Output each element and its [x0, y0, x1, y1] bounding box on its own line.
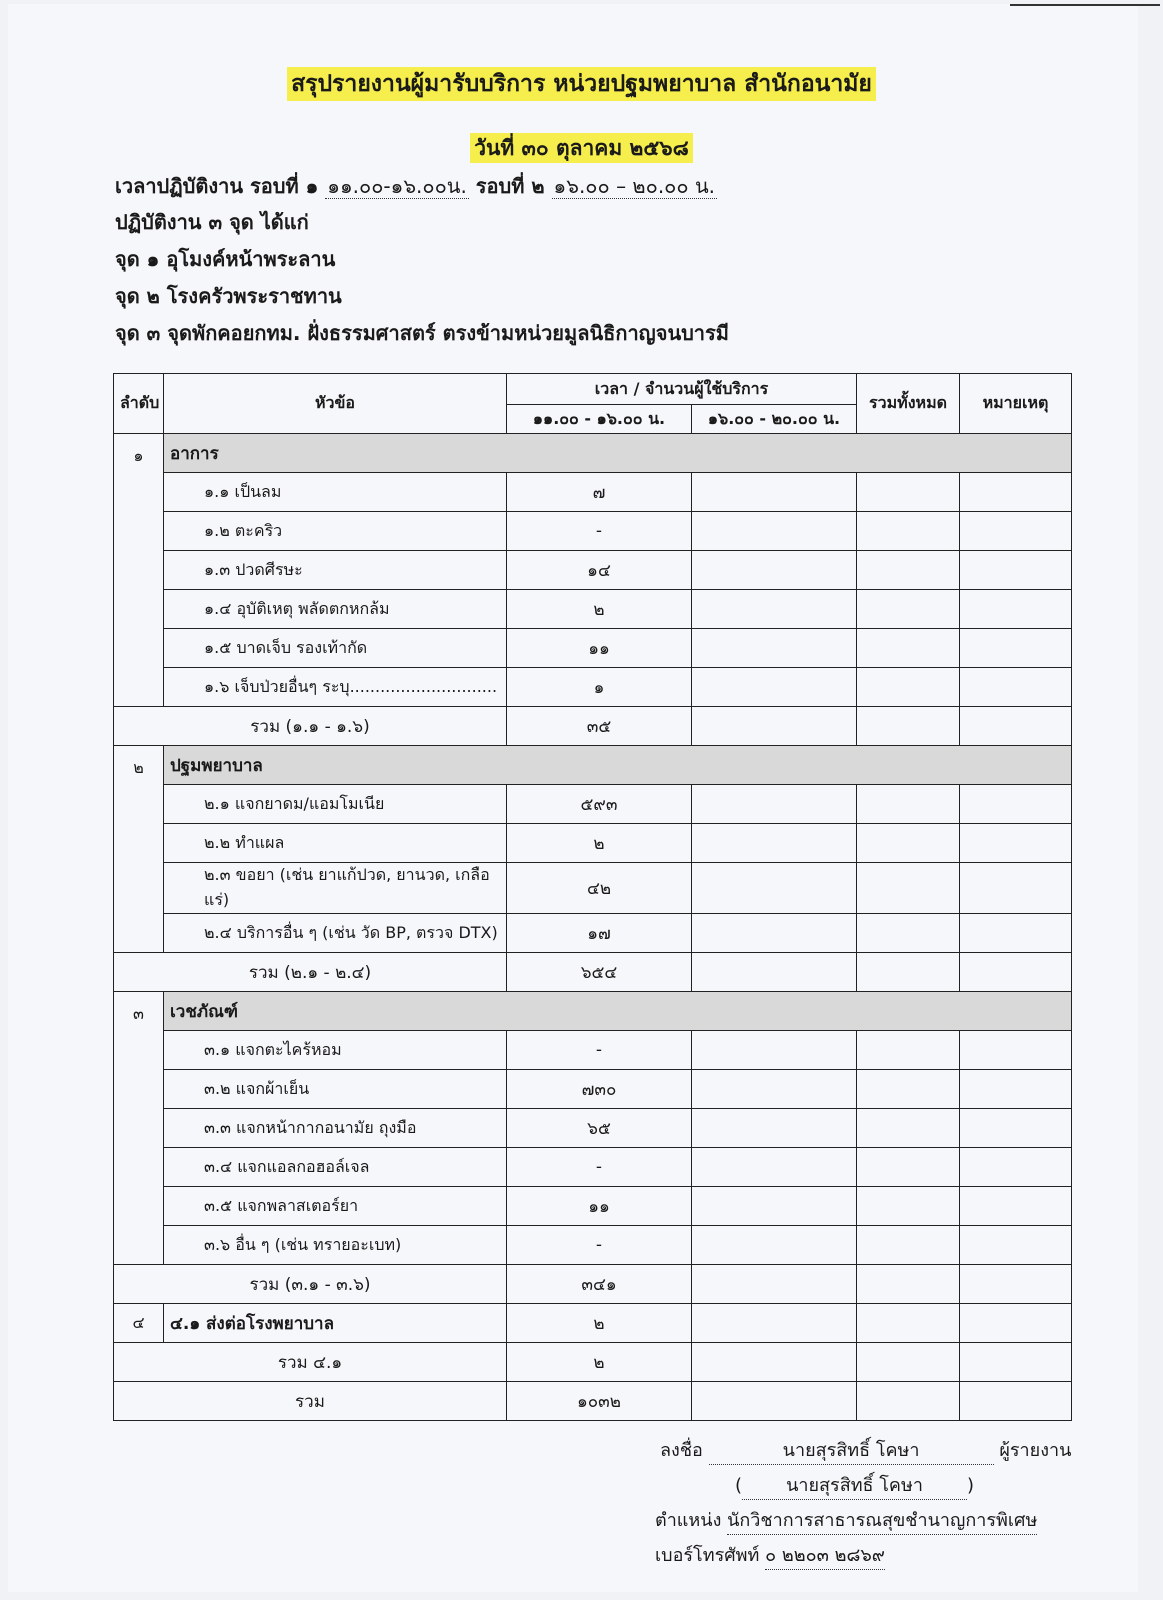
- subtotal-row: รวม (๒.๑ - ๒.๔) ๖๕๔: [114, 953, 1072, 992]
- table-row: ๓.๓ แจกหน้ากากอนามัย ถุงมือ ๖๕: [114, 1109, 1072, 1148]
- table-row: ๑.๒ ตะคริว -: [114, 512, 1072, 551]
- table-row: ๔ ๔.๑ ส่งต่อโรงพยาบาล ๒: [114, 1304, 1072, 1343]
- service-table: [113, 373, 1072, 1421]
- report-date: วันที่ ๓๐ ตุลาคม ๒๕๖๘: [0, 132, 1163, 165]
- table-row: ๒.๒ ทำแผล ๒: [114, 824, 1072, 863]
- table-row: ๑.๑ เป็นลม ๗: [114, 473, 1072, 512]
- header-slot-2: ๑๖.๐๐ - ๒๐.๐๐ น.: [692, 405, 857, 434]
- table-row: ๓.๖ อื่น ๆ (เช่น ทรายอะเบท) -: [114, 1226, 1072, 1265]
- point-1: จุด ๑ อุโมงค์หน้าพระลาน: [115, 247, 336, 271]
- table-row: ๓.๔ แจกแอลกอฮอล์เจล -: [114, 1148, 1072, 1187]
- section-title: ปฐมพยาบาล: [164, 746, 1072, 785]
- table-row: ๑.๓ ปวดศีรษะ ๑๔: [114, 551, 1072, 590]
- section-title: เวชภัณฑ์: [164, 992, 1072, 1031]
- table-row: ๒.๔ บริการอื่น ๆ (เช่น วัด BP, ตรวจ DTX) ๑๗: [114, 914, 1072, 953]
- table-row: ๒.๑ แจกยาดม/แอมโมเนีย ๕๙๓: [114, 785, 1072, 824]
- section-row: [114, 992, 1072, 1031]
- shift-line: เวลาปฏิบัติงาน รอบที่ ๑ ๑๑.๐๐-๑๖.๐๐น. รอบที่ ๒ ๑๖.๐๐ – ๒๐.๐๐ น.: [115, 174, 715, 198]
- signature-name: นายสุรสิทธิ์ โคษา: [709, 1435, 994, 1465]
- section-index: ๑: [114, 434, 164, 707]
- point-3: จุด ๓ จุดพักคอยกทม. ฝั่งธรรมศาสตร์ ตรงข้ามหน่วยมูลนิธิกาญจนบารมี: [115, 321, 729, 345]
- header-time: เวลา / จำนวนผู้ใช้บริการ: [507, 374, 857, 405]
- table-row: ๓.๑ แจกตะไคร้หอม -: [114, 1031, 1072, 1070]
- point-2: จุด ๒ โรงครัวพระราชทาน: [115, 284, 342, 308]
- header-total: รวมทั้งหมด: [857, 374, 960, 434]
- phone-line: เบอร์โทรศัพท์ ๐ ๒๒๐๓ ๒๘๖๙: [655, 1540, 885, 1570]
- header-topic: หัวข้อ: [164, 374, 507, 434]
- top-edge-line: [1010, 4, 1160, 6]
- section-index: ๒: [114, 746, 164, 953]
- section-index: ๓: [114, 992, 164, 1265]
- table-row: ๑.๕ บาดเจ็บ รองเท้ากัด ๑๑: [114, 629, 1072, 668]
- header-note: หมายเหตุ: [960, 374, 1072, 434]
- subtotal-row: รวม ๔.๑ ๒: [114, 1343, 1072, 1382]
- table-row: ๒.๓ ขอยา (เช่น ยาแก้ปวด, ยานวด, เกลือแร่) ๔๒: [114, 863, 1072, 914]
- section-row: [114, 746, 1072, 785]
- table-row: ๓.๒ แจกผ้าเย็น ๗๓๐: [114, 1070, 1072, 1109]
- header-order: ลำดับ: [114, 374, 164, 434]
- subtotal-row: รวม (๓.๑ - ๓.๖) ๓๔๑: [114, 1265, 1072, 1304]
- report-title: สรุปรายงานผู้มารับบริการ หน่วยปฐมพยาบาล สำนักอนามัย: [0, 66, 1163, 102]
- position-line: ตำแหน่ง นักวิชาการสาธารณสุขชำนาญการพิเศษ: [655, 1505, 1037, 1535]
- grand-total-row: รวม ๑๐๓๒: [114, 1382, 1072, 1421]
- points-line: ปฏิบัติงาน ๓ จุด ได้แก่: [115, 210, 309, 234]
- section-row: [114, 434, 1072, 473]
- table-row: ๑.๔ อุบัติเหตุ พลัดตกหกล้ม ๒: [114, 590, 1072, 629]
- table-row: ๓.๕ แจกพลาสเตอร์ยา ๑๑: [114, 1187, 1072, 1226]
- table-row: ๑.๖ เจ็บป่วยอื่นๆ ระบุ............................. ๑: [114, 668, 1072, 707]
- subtotal-row: รวม (๑.๑ - ๑.๖) ๓๕: [114, 707, 1072, 746]
- section-title: อาการ: [164, 434, 1072, 473]
- signature-line: ลงชื่อ นายสุรสิทธิ์ โคษา ผู้รายงาน: [660, 1435, 1071, 1465]
- section-index: ๔: [114, 1304, 164, 1343]
- signature-paren: ( นายสุรสิทธิ์ โคษา ): [735, 1470, 974, 1500]
- header-slot-1: ๑๑.๐๐ - ๑๖.๐๐ น.: [507, 405, 692, 434]
